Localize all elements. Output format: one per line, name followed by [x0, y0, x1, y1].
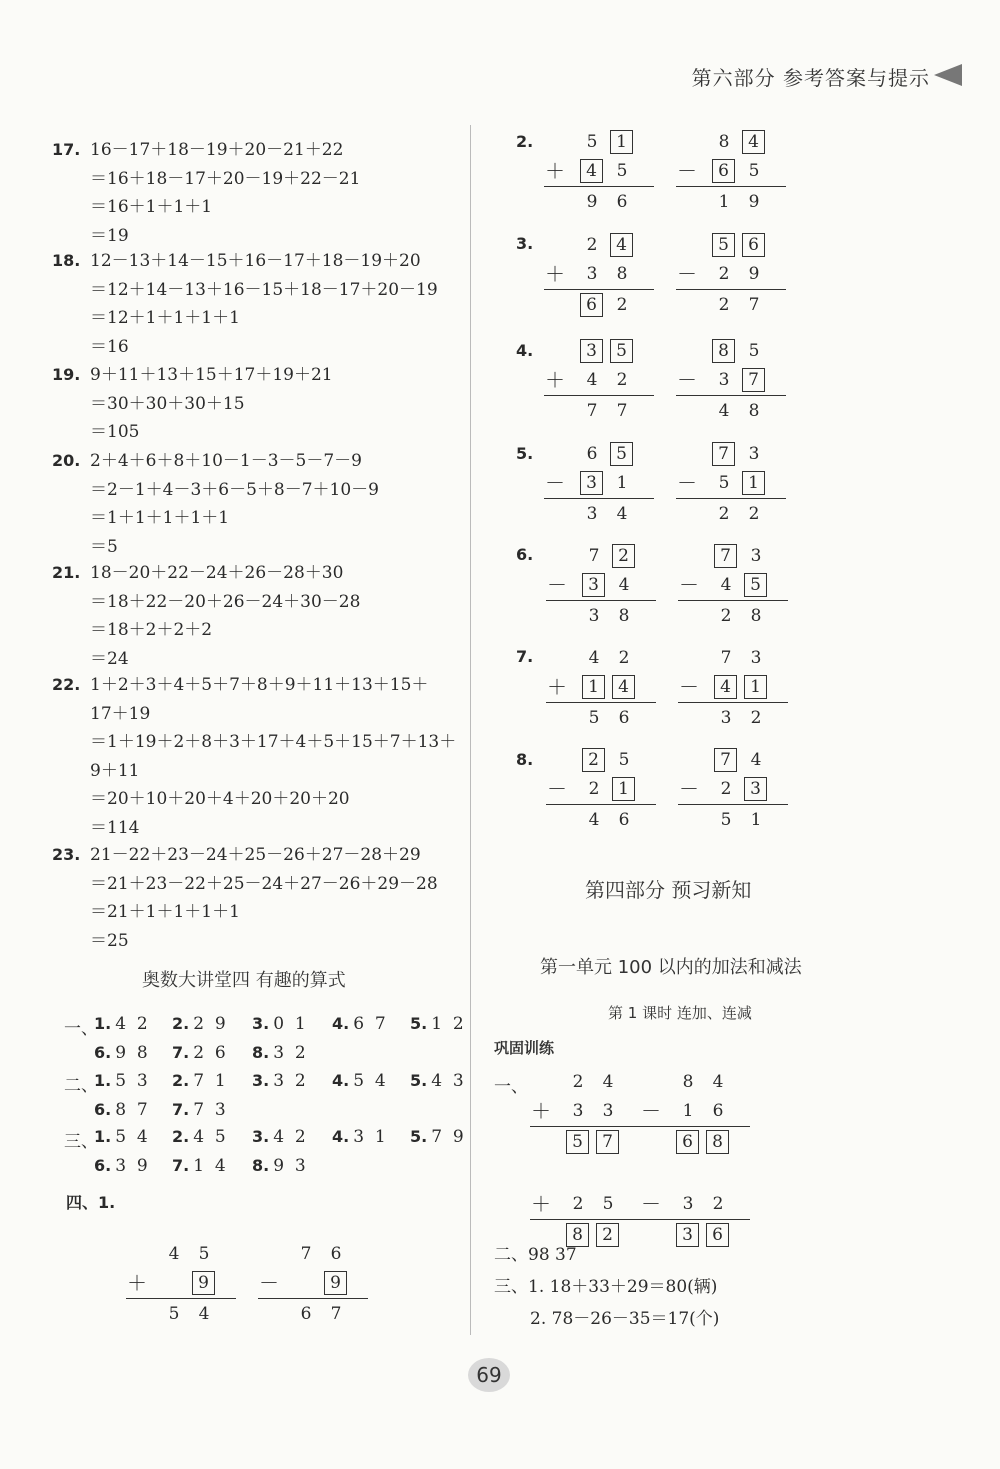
- digit: 4: [586, 370, 598, 390]
- digit: 1: [682, 1101, 694, 1121]
- digit: 2: [720, 606, 732, 626]
- digit: 5: [748, 341, 760, 361]
- sum-line: [544, 395, 654, 396]
- digit: 5: [748, 161, 760, 181]
- digit: 4: [718, 401, 730, 421]
- practice-heading: 巩固训练: [494, 1039, 555, 1057]
- digit: 5: [168, 1304, 180, 1324]
- answer-box: 3: [676, 1223, 699, 1247]
- answer-box: 6: [676, 1130, 699, 1154]
- vertical-calc: [544, 130, 654, 216]
- solution-line: ＝2－1＋4－3＋6－5＋8－7＋10－9: [90, 479, 379, 500]
- olympiad-answer: 6. 3 9: [94, 1156, 148, 1176]
- solution-line: ＝30＋30＋30＋15: [90, 393, 245, 414]
- answer-box: 1: [742, 471, 765, 495]
- vertical-calc: [676, 130, 786, 216]
- solution-line: 9＋11: [90, 760, 140, 781]
- answer-box: 1: [744, 675, 767, 699]
- minus-sign: －: [679, 573, 699, 597]
- plus-sign: ＋: [531, 1099, 551, 1123]
- answer-box: 3: [744, 777, 767, 801]
- minus-sign: －: [259, 1271, 279, 1295]
- solution-line: ＝12＋1＋1＋1＋1: [90, 308, 240, 328]
- vertical-calc: [640, 1163, 750, 1249]
- q3-2-answer: 2. 78－26－35＝17(个): [530, 1309, 720, 1329]
- q1-label: 一、: [494, 1077, 528, 1097]
- vertical-calc: [678, 748, 788, 834]
- answer-box: 5: [712, 233, 735, 257]
- digit: 8: [616, 264, 628, 284]
- minus-sign: －: [677, 368, 697, 392]
- q2-answer: 二、98 37: [494, 1245, 577, 1265]
- plus-sign: ＋: [547, 675, 567, 699]
- olympiad-answer: 7. 7 3: [172, 1100, 226, 1120]
- olympiad-row-label: 二、: [64, 1076, 98, 1096]
- digit: 6: [300, 1304, 312, 1324]
- sum-line: [676, 186, 786, 187]
- digit: 2: [616, 295, 628, 315]
- plus-sign: ＋: [127, 1271, 147, 1295]
- solution-line: 18. 12－13＋14－15＋16－17＋18－19＋20: [52, 251, 421, 271]
- vertical-calc: [546, 646, 656, 732]
- answer-box: 3: [580, 339, 603, 363]
- answer-box: 4: [714, 675, 737, 699]
- answer-box: 8: [712, 339, 735, 363]
- solution-line: ＝20＋10＋20＋4＋20＋20＋20: [90, 789, 350, 809]
- minus-sign: －: [641, 1099, 661, 1123]
- olympiad-answer: 4. 3 1: [332, 1127, 386, 1147]
- digit: 7: [586, 401, 598, 421]
- digit: 8: [748, 401, 760, 421]
- digit: 4: [198, 1304, 210, 1324]
- digit: 5: [618, 750, 630, 770]
- vertical-calc: [530, 1070, 640, 1156]
- solution-line: 21. 18－20＋22－24＋26－28＋30: [52, 563, 344, 583]
- digit: 7: [300, 1244, 312, 1264]
- sum-line: [546, 804, 656, 805]
- vertical-calc: [640, 1070, 750, 1156]
- vertical-calc: [544, 442, 654, 528]
- digit: 4: [602, 1072, 614, 1092]
- digit: 1: [718, 192, 730, 212]
- sum-line: [544, 289, 654, 290]
- problem-number: 6.: [516, 545, 534, 564]
- digit: 4: [750, 750, 762, 770]
- digit: 6: [330, 1244, 342, 1264]
- solution-line: ＝114: [90, 817, 140, 838]
- vertical-calc: [544, 233, 654, 319]
- olympiad-answer: 5. 1 2: [410, 1014, 464, 1034]
- answer-box: 9: [192, 1271, 215, 1295]
- digit: 2: [586, 235, 598, 255]
- digit: 2: [616, 370, 628, 390]
- digit: 2: [718, 504, 730, 524]
- olympiad-answer: 5. 4 3: [410, 1071, 464, 1091]
- answer-box: 1: [610, 130, 633, 154]
- sum-line: [676, 498, 786, 499]
- minus-sign: －: [679, 675, 699, 699]
- problem-number: 5.: [516, 444, 534, 463]
- olympiad-answer: 2. 4 5: [172, 1127, 226, 1147]
- answer-box: 7: [714, 748, 737, 772]
- answer-box: 7: [714, 544, 737, 568]
- problem-number: 4.: [516, 341, 534, 360]
- sum-line: [530, 1219, 640, 1220]
- solution-line: ＝18＋22－20＋26－24＋30－28: [90, 591, 361, 612]
- digit: 1: [750, 810, 762, 830]
- digit: 3: [718, 370, 730, 390]
- sum-line: [678, 600, 788, 601]
- olympiad-answer: 2. 2 9: [172, 1014, 226, 1034]
- digit: 4: [616, 504, 628, 524]
- solution-line: 19. 9＋11＋13＋15＋17＋19＋21: [52, 365, 333, 385]
- digit: 5: [602, 1194, 614, 1214]
- sum-line: [544, 498, 654, 499]
- digit: 3: [750, 546, 762, 566]
- answer-box: 8: [566, 1223, 589, 1247]
- plus-sign: ＋: [531, 1192, 551, 1216]
- sum-line: [678, 804, 788, 805]
- olympiad-answer: 7. 1 4: [172, 1156, 226, 1176]
- problem-number: 3.: [516, 234, 534, 253]
- answer-box: 9: [324, 1271, 347, 1295]
- digit: 7: [616, 401, 628, 421]
- answer-box: 3: [582, 573, 605, 597]
- digit: 3: [602, 1101, 614, 1121]
- olympiad-answer: 1. 4 2: [94, 1014, 148, 1034]
- digit: 5: [616, 161, 628, 181]
- solution-line: ＝16＋18－17＋20－19＋22－21: [90, 168, 361, 189]
- solution-line: ＝24: [90, 648, 129, 669]
- digit: 5: [586, 132, 598, 152]
- vertical-calc: [676, 442, 786, 528]
- solution-line: ＝21＋23－22＋25－24＋27－26＋29－28: [90, 873, 438, 894]
- minus-sign: －: [679, 777, 699, 801]
- solution-line: ＝16＋1＋1＋1: [90, 197, 213, 217]
- answer-box: 4: [742, 130, 765, 154]
- digit: 6: [712, 1101, 724, 1121]
- sum-line: [544, 186, 654, 187]
- vertical-calc: [676, 233, 786, 319]
- vertical-calc: [258, 1242, 368, 1328]
- lesson-title: 第 1 课时 连加、连减: [608, 1004, 752, 1022]
- minus-sign: －: [677, 471, 697, 495]
- minus-sign: －: [547, 777, 567, 801]
- solution-line: ＝5: [90, 536, 118, 557]
- digit: 2: [718, 295, 730, 315]
- solution-line: ＝105: [90, 422, 140, 442]
- vertical-calc: [544, 339, 654, 425]
- digit: 8: [750, 606, 762, 626]
- olympiad-row-label: 三、: [64, 1132, 98, 1152]
- answer-box: 5: [744, 573, 767, 597]
- olympiad-answer: 5. 7 9: [410, 1127, 464, 1147]
- olympiad-row-label: 一、: [64, 1019, 98, 1039]
- digit: 8: [682, 1072, 694, 1092]
- solution-line: ＝12＋14－13＋16－15＋18－17＋20－19: [90, 279, 438, 300]
- sum-line: [640, 1219, 750, 1220]
- part4-title: 第四部分 预习新知: [585, 878, 752, 902]
- answer-box: 6: [712, 159, 735, 183]
- digit: 6: [616, 192, 628, 212]
- digit: 3: [572, 1101, 584, 1121]
- answer-box: 3: [580, 471, 603, 495]
- digit: 5: [718, 473, 730, 493]
- digit: 2: [750, 708, 762, 728]
- digit: 2: [718, 264, 730, 284]
- plus-sign: ＋: [545, 159, 565, 183]
- plus-sign: ＋: [545, 262, 565, 286]
- digit: 3: [586, 504, 598, 524]
- digit: 9: [748, 264, 760, 284]
- solution-line: ＝19: [90, 225, 129, 246]
- digit: 3: [748, 444, 760, 464]
- digit: 5: [198, 1244, 210, 1264]
- solution-line: ＝1＋19＋2＋8＋3＋17＋4＋5＋15＋7＋13＋: [90, 732, 457, 752]
- vertical-calc: [126, 1242, 236, 1328]
- solution-line: ＝18＋2＋2＋2: [90, 620, 213, 640]
- digit: 2: [720, 779, 732, 799]
- solution-line: ＝21＋1＋1＋1＋1: [90, 902, 240, 922]
- digit: 2: [572, 1072, 584, 1092]
- vertical-calc: [678, 646, 788, 732]
- sum-line: [676, 289, 786, 290]
- plus-sign: ＋: [545, 368, 565, 392]
- page-number: 69: [468, 1358, 510, 1392]
- vertical-calc: [546, 748, 656, 834]
- sum-line: [258, 1298, 368, 1299]
- sum-line: [546, 600, 656, 601]
- digit: 7: [588, 546, 600, 566]
- olympiad-answer: 6. 8 7: [94, 1100, 148, 1120]
- olympiad-answer: 2. 7 1: [172, 1071, 226, 1091]
- answer-box: 2: [596, 1223, 619, 1247]
- digit: 5: [720, 810, 732, 830]
- digit: 4: [168, 1244, 180, 1264]
- olympiad-answer: 6. 9 8: [94, 1043, 148, 1063]
- answer-box: 6: [742, 233, 765, 257]
- solution-line: 17. 16－17＋18－19＋20－21＋22: [52, 140, 344, 160]
- page-header: 第六部分 参考答案与提示: [691, 66, 930, 90]
- answer-box: 2: [612, 544, 635, 568]
- solution-line: ＝1＋1＋1＋1＋1: [90, 508, 230, 528]
- olympiad-answer: 4. 6 7: [332, 1014, 386, 1034]
- digit: 7: [720, 648, 732, 668]
- answer-box: 5: [610, 339, 633, 363]
- digit: 3: [588, 606, 600, 626]
- answer-box: 1: [582, 675, 605, 699]
- digit: 2: [748, 504, 760, 524]
- column-divider: [470, 125, 471, 1335]
- digit: 6: [618, 810, 630, 830]
- olympiad-answer: 1. 5 3: [94, 1071, 148, 1091]
- solution-line: 23. 21－22＋23－24＋25－26＋27－28＋29: [52, 845, 421, 865]
- olympiad-answer: 3. 0 1: [252, 1014, 306, 1034]
- q3-1-answer: 三、1. 18＋33＋29＝80(辆): [494, 1277, 718, 1297]
- digit: 4: [618, 575, 630, 595]
- vertical-calc: [530, 1163, 640, 1249]
- answer-box: 5: [610, 442, 633, 466]
- answer-box: 7: [712, 442, 735, 466]
- minus-sign: －: [677, 262, 697, 286]
- sum-line: [676, 395, 786, 396]
- olympiad-title: 奥数大讲堂四 有趣的算式: [142, 970, 346, 991]
- header-triangle-icon: [934, 64, 962, 86]
- digit: 9: [586, 192, 598, 212]
- olympiad-answer: 1. 5 4: [94, 1127, 148, 1147]
- solution-line: 22. 1＋2＋3＋4＋5＋7＋8＋9＋11＋13＋15＋: [52, 675, 429, 695]
- vertical-calc: [546, 544, 656, 630]
- solution-line: ＝25: [90, 930, 129, 951]
- minus-sign: －: [545, 471, 565, 495]
- digit: 6: [618, 708, 630, 728]
- minus-sign: －: [677, 159, 697, 183]
- digit: 8: [718, 132, 730, 152]
- solution-line: ＝16: [90, 336, 129, 357]
- problem-number: 2.: [516, 132, 534, 151]
- answer-box: 8: [706, 1130, 729, 1154]
- digit: 3: [750, 648, 762, 668]
- olympiad-answer: 3. 3 2: [252, 1071, 306, 1091]
- digit: 3: [682, 1194, 694, 1214]
- digit: 8: [618, 606, 630, 626]
- digit: 4: [720, 575, 732, 595]
- unit-title: 第一单元 100 以内的加法和减法: [540, 957, 802, 978]
- answer-box: 5: [566, 1130, 589, 1154]
- digit: 4: [588, 810, 600, 830]
- minus-sign: －: [641, 1192, 661, 1216]
- vertical-calc: [676, 339, 786, 425]
- olympiad-answer: 8. 3 2: [252, 1043, 306, 1063]
- solution-line: 20. 2＋4＋6＋8＋10－1－3－5－7－9: [52, 451, 362, 471]
- olympiad-answer: 7. 2 6: [172, 1043, 226, 1063]
- digit: 7: [748, 295, 760, 315]
- digit: 4: [712, 1072, 724, 1092]
- olympiad-answer: 8. 9 3: [252, 1156, 306, 1176]
- solution-line: 17＋19: [90, 703, 151, 724]
- digit: 2: [588, 779, 600, 799]
- digit: 5: [588, 708, 600, 728]
- answer-box: 1: [612, 777, 635, 801]
- digit: 7: [330, 1304, 342, 1324]
- vertical-calc: [678, 544, 788, 630]
- sum-line: [126, 1298, 236, 1299]
- answer-box: 6: [580, 293, 603, 317]
- answer-box: 4: [612, 675, 635, 699]
- sum-line: [530, 1126, 640, 1127]
- sum-line: [546, 702, 656, 703]
- digit: 1: [616, 473, 628, 493]
- answer-box: 7: [742, 368, 765, 392]
- minus-sign: －: [547, 573, 567, 597]
- answer-box: 7: [596, 1130, 619, 1154]
- digit: 9: [748, 192, 760, 212]
- digit: 2: [712, 1194, 724, 1214]
- digit: 3: [720, 708, 732, 728]
- olympiad-four-label: 四、1.: [66, 1193, 116, 1212]
- sum-line: [678, 702, 788, 703]
- digit: 2: [572, 1194, 584, 1214]
- olympiad-answer: 4. 5 4: [332, 1071, 386, 1091]
- problem-number: 8.: [516, 750, 534, 769]
- answer-box: 2: [582, 748, 605, 772]
- answer-box: 4: [580, 159, 603, 183]
- digit: 3: [586, 264, 598, 284]
- problem-number: 7.: [516, 647, 534, 666]
- digit: 4: [588, 648, 600, 668]
- answer-box: 4: [610, 233, 633, 257]
- digit: 2: [618, 648, 630, 668]
- answer-box: 6: [706, 1223, 729, 1247]
- digit: 6: [586, 444, 598, 464]
- sum-line: [640, 1126, 750, 1127]
- olympiad-answer: 3. 4 2: [252, 1127, 306, 1147]
